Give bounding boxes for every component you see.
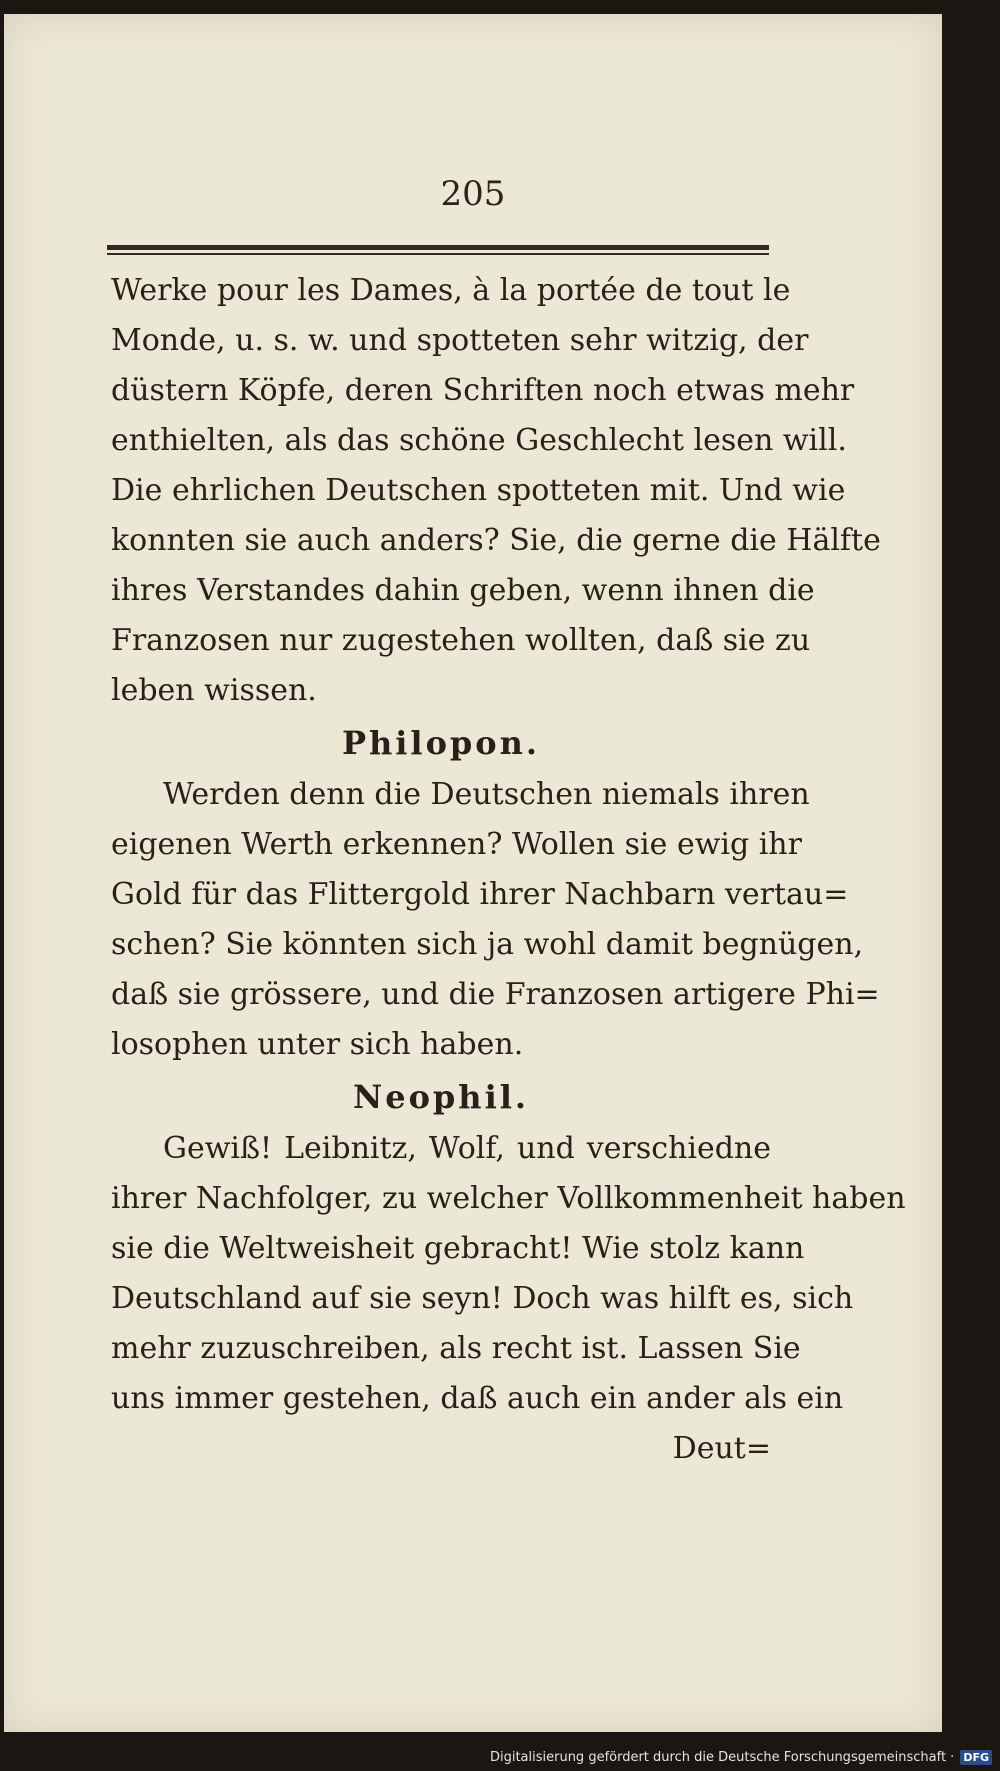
text-line: Deut=	[672, 1431, 771, 1466]
text-line: losophen unter sich haben.	[111, 1027, 524, 1062]
text-line: Deutschland auf sie seyn! Doch was hilft es, sich	[111, 1281, 854, 1316]
text-line: Werden denn die Deutschen niemals ihren	[163, 777, 810, 812]
text-line: mehr zuzuschreiben, als recht ist. Lassen Sie	[111, 1331, 801, 1366]
text-line: Franzosen nur zugestehen wollten, daß sie zu	[111, 623, 811, 658]
text-line: uns immer gestehen, daß auch ein ander als ein	[111, 1381, 844, 1416]
text-line: leben wissen.	[111, 673, 317, 708]
text-line: Werke pour les Dames, à la portée de tout le	[111, 273, 791, 308]
credit-text: Digitalisierung gefördert durch die Deutsche Forschungsgemeinschaft ·	[489, 1750, 955, 1765]
text-line: eigenen Werth erkennen? Wollen sie ewig ihr	[111, 827, 802, 862]
text-line: düstern Köpfe, deren Schriften noch etwas mehr	[111, 373, 855, 408]
text-line: ihrer Nachfolger, zu welcher Vollkommenheit haben	[111, 1181, 906, 1216]
text-line: konnten sie auch anders? Sie, die gerne die Hälfte	[111, 523, 881, 558]
text-line: sie die Weltweisheit gebracht! Wie stolz kann	[111, 1231, 805, 1266]
dfg-logo: DFG	[960, 1750, 992, 1765]
text-line: Monde, u. s. w. und spotteten sehr witzig, der	[111, 323, 809, 358]
digitization-credit	[490, 1750, 992, 1765]
text-line: ihres Verstandes dahin geben, wenn ihnen die	[111, 573, 815, 608]
text-line: Gold für das Flittergold ihrer Nachbarn vertau=	[111, 877, 849, 912]
text-line: Gewiß! Leibnitz, Wolf, und verschiedne	[163, 1131, 771, 1166]
speaker-name: Philopon.	[341, 724, 541, 762]
page-text	[111, 266, 906, 1474]
text-line: daß sie grössere, und die Franzosen artigere Phi=	[111, 977, 880, 1012]
book-page	[4, 14, 942, 1732]
text-line: enthielten, als das schöne Geschlecht lesen will.	[111, 423, 847, 458]
speaker-name: Neophil.	[352, 1078, 530, 1116]
page-number: 205	[440, 174, 506, 214]
text-line: Die ehrlichen Deutschen spotteten mit. Und wie	[111, 473, 846, 508]
text-line: schen? Sie könnten sich ja wohl damit begnügen,	[111, 927, 864, 962]
